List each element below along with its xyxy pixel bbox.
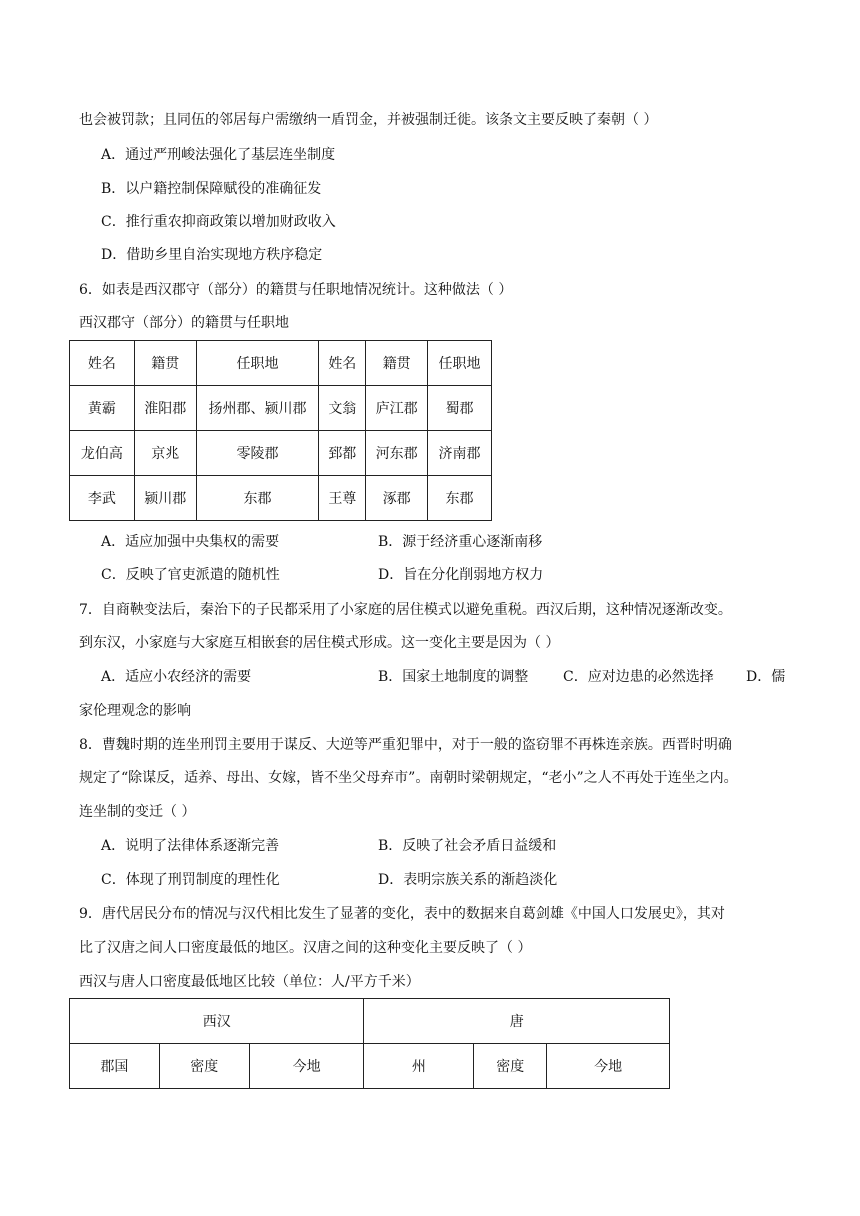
q9-table [69,998,670,1089]
header-cell: 今地 [547,1044,670,1089]
table-cell: 涿郡 [366,476,428,521]
q6-option-c: C．反映了官吏派遣的随机性 [101,567,280,583]
q5-stem-tail: 也会被罚款；且同伍的邻居每户需缴纳一盾罚金，并被强制迁徙。该条文主要反映了秦朝（ ） [79,112,658,128]
header-cell: 密度 [159,1044,249,1089]
q8-stem-line-2: 规定了“除谋反，适养、母出、女嫁，皆不坐父母弃市”。南朝时梁朝规定，“老小”之人不再处于连坐之内。 [79,770,738,786]
header-cell: 今地 [249,1044,364,1089]
q7-stem-line-1: 7．自商鞅变法后，秦治下的子民都采用了小家庭的居住模式以避免重税。西汉后期，这种情况逐渐改变。 [79,602,732,618]
q7-stem-line-2: 到东汉，小家庭与大家庭互相嵌套的居住模式形成。这一变化主要是因为（ ） [79,635,560,651]
table-cell: 蜀郡 [428,386,492,431]
table-cell: 扬州郡、颍川郡 [196,386,319,431]
q9-stem-line-1: 9．唐代居民分布的情况与汉代相比发生了显著的变化，表中的数据来自葛剑雄《中国人口发展史》，其对 [79,906,725,922]
q5-option-c: C．推行重农抑商政策以增加财政收入 [101,214,336,230]
header-cell: 州 [364,1044,474,1089]
table-cell: 颍川郡 [134,476,196,521]
table-header-row [70,1044,670,1089]
table-row [70,476,492,521]
group-header-western-han: 西汉 [70,999,364,1044]
q8-option-c: C．体现了刑罚制度的理性化 [101,872,280,888]
table-cell: 河东郡 [366,431,428,476]
q6-stem: 6．如表是西汉郡守（部分）的籍贯与任职地情况统计。这种做法（ ） [79,282,513,298]
header-cell: 郡国 [70,1044,160,1089]
q7-option-a: A．适应小农经济的需要 [101,669,252,685]
q7-option-b: B．国家土地制度的调整 [378,669,529,685]
q8-option-b: B．反映了社会矛盾日益缓和 [378,838,557,854]
header-cell: 任职地 [196,341,319,386]
q5-option-d: D．借助乡里自治实现地方秩序稳定 [101,247,323,263]
table-cell: 东郡 [196,476,319,521]
q8-stem-line-1: 8．曹魏时期的连坐刑罚主要用于谋反、大逆等严重犯罪中，对于一般的盗窃罪不再株连亲族。西晋时明确 [79,737,732,753]
table-cell: 王尊 [319,476,366,521]
table-cell: 郅都 [319,431,366,476]
table-cell: 零陵郡 [196,431,319,476]
q9-table-title: 西汉与唐人口密度最低地区比较（单位：人/平方千米） [79,974,420,990]
header-cell: 籍贯 [134,341,196,386]
q5-option-b: B．以户籍控制保障赋役的准确征发 [101,181,322,197]
table-cell: 庐江郡 [366,386,428,431]
q7-option-d-continued: 家伦理观念的影响 [79,703,191,719]
header-cell: 密度 [474,1044,547,1089]
header-cell: 姓名 [70,341,135,386]
table-header-row [70,341,492,386]
q6-option-d: D．旨在分化削弱地方权力 [378,567,544,583]
group-header-tang: 唐 [364,999,670,1044]
q6-option-a: A．适应加强中央集权的需要 [101,534,280,550]
q9-stem-line-2: 比了汉唐之间人口密度最低的地区。汉唐之间的这种变化主要反映了（ ） [79,940,532,956]
q6-option-b: B．源于经济重心逐渐南移 [378,534,543,550]
header-cell: 任职地 [428,341,492,386]
table-cell: 龙伯高 [70,431,135,476]
header-cell: 籍贯 [366,341,428,386]
table-cell: 淮阳郡 [134,386,196,431]
q5-option-a: A．通过严刑峻法强化了基层连坐制度 [101,147,336,163]
table-cell: 黄霸 [70,386,135,431]
table-group-header-row [70,999,670,1044]
q6-table-title: 西汉郡守（部分）的籍贯与任职地 [79,315,289,331]
q6-table [69,340,492,521]
table-cell: 李武 [70,476,135,521]
q8-option-a: A．说明了法律体系逐渐完善 [101,838,280,854]
header-cell: 姓名 [319,341,366,386]
q8-stem-line-3: 连坐制的变迁（ ） [79,804,196,820]
table-cell: 文翁 [319,386,366,431]
q8-option-d: D．表明宗族关系的渐趋淡化 [378,872,558,888]
q7-option-d: D．儒 [746,669,786,685]
table-cell: 东郡 [428,476,492,521]
table-row [70,386,492,431]
table-cell: 济南郡 [428,431,492,476]
q7-option-c: C．应对边患的必然选择 [563,669,714,685]
table-cell: 京兆 [134,431,196,476]
table-row [70,431,492,476]
